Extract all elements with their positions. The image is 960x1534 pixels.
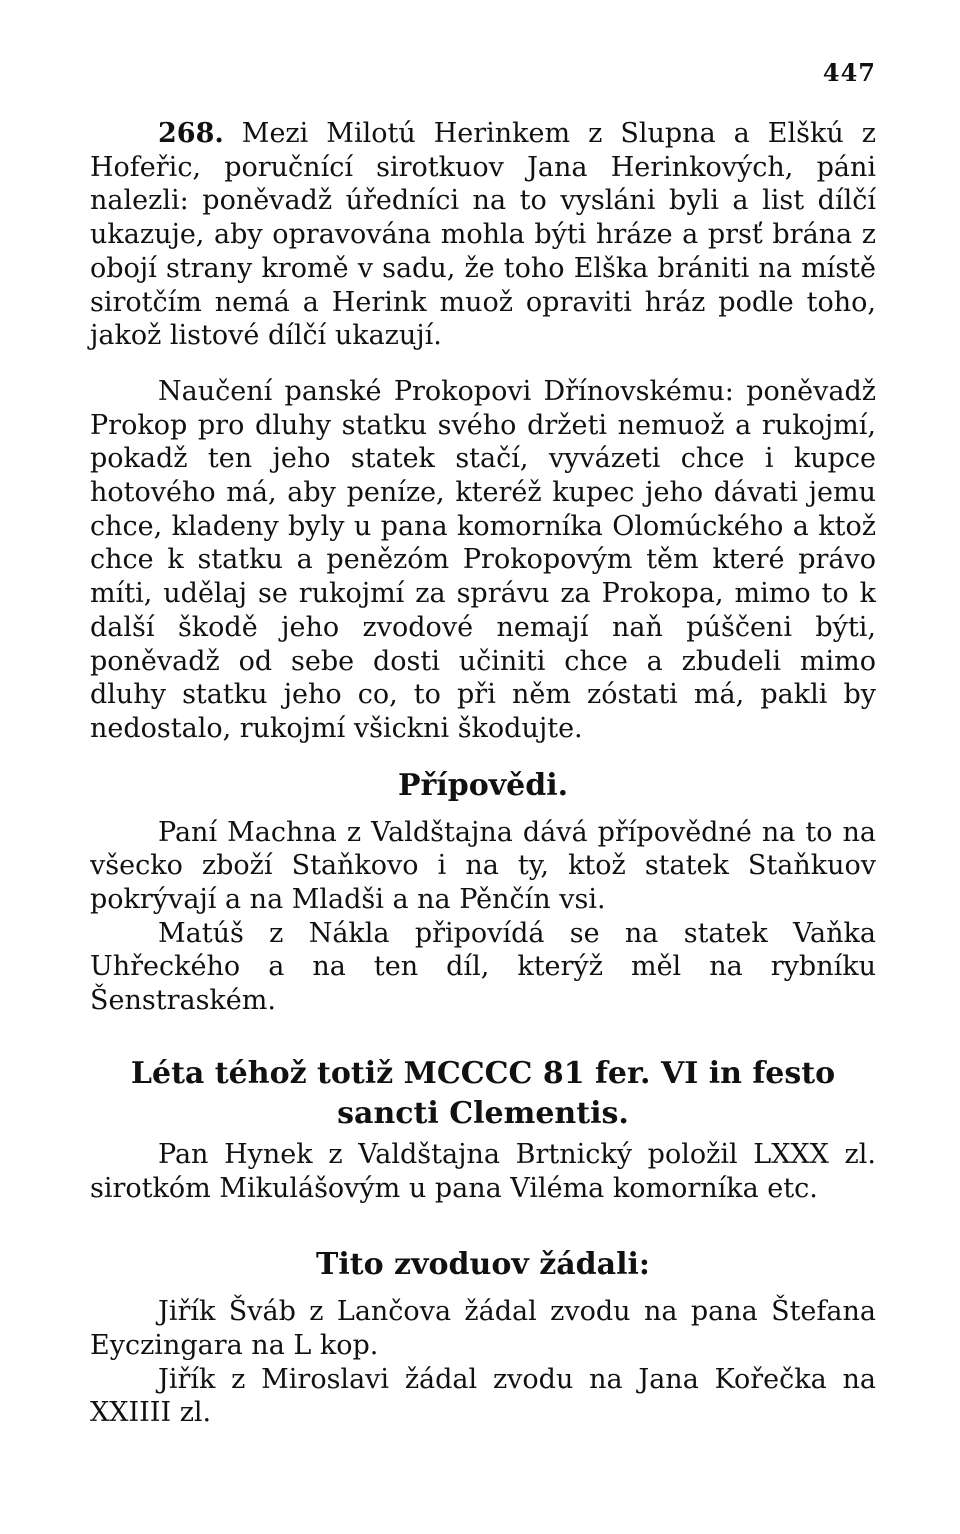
pripovedi-paragraph-1: Paní Machna z Valdštajna dává přípovědné na to na všecko zboží Staňkovo i na ty, ktož statek Staňkuov pokrývají a na Mladši a na Pěnčín vsi. [90, 816, 876, 916]
heading-leta: Léta téhož totiž MCCCC 81 fer. VI in festo sancti Clementis. [130, 1055, 836, 1131]
document-page [90, 58, 876, 1430]
section-number: 268. [158, 118, 224, 149]
pripovedi-paragraph-2: Matúš z Nákla připovídá se na statek Vaňka Uhřeckého a na ten díl, kterýž měl na rybníku Šenstraském. [90, 917, 876, 1017]
heading-tito-zvoduov: Tito zvoduov žádali: [316, 1247, 650, 1283]
zvody-paragraph-1: Jiřík Šváb z Lančova žádal zvodu na pana Štefana Eyczingara na L kop. [90, 1296, 876, 1361]
section-268-paragraph [90, 117, 876, 353]
page-number: 447 [822, 58, 876, 87]
section-268-text: Mezi Milotú Herinkem z Slupna a Elškú z Hofeřic, poručnící sirotkuov Jana Herinkových, páni nalezli: poněvadž úředníci na to vysláni byli a list dílčí ukazuje, aby opravována mohla býti hráze a prsť brána z obojí strany kromě v sadu, že toho Elška brániti na místě sirotčím nemá a Herink muož opraviti hráz podle toho, jakož listové dílčí ukazují. [90, 118, 876, 352]
zvody-paragraph-2: Jiřík z Miroslavi žádal zvodu na Jana Kořečka na XXIIII zl. [90, 1363, 876, 1429]
nauceni-paragraph: Naučení panské Prokopovi Dřínovskému: poněvadž Prokop pro dluhy statku svého držeti nemuož a rukojmí, pokadž ten jeho statek stačí, vyvázeti chce i kupce hotového má, aby peníze, kteréž kupec jeho dávati jemu chce, kladeny byly u pana komorníka Olomúckého a ktož chce k statku a penězóm Prokopovým těm které právo míti, udělaj se rukojmí za správu za Prokopa, mimo to k další škodě jeho zvodové nemají naň púščeni býti, poněvadž od sebe dosti učiniti chce a zbudeli mimo dluhy statku jeho co, to při něm zóstati má, pakli by nedostalo, rukojmí všickni škodujte. [90, 375, 876, 744]
leta-paragraph: Pan Hynek z Valdštajna Brtnický položil LXXX zl. sirotkóm Mikulášovým u pana Viléma komorníka etc. [90, 1138, 876, 1204]
heading-pripovedi: Přípovědi. [397, 767, 569, 803]
